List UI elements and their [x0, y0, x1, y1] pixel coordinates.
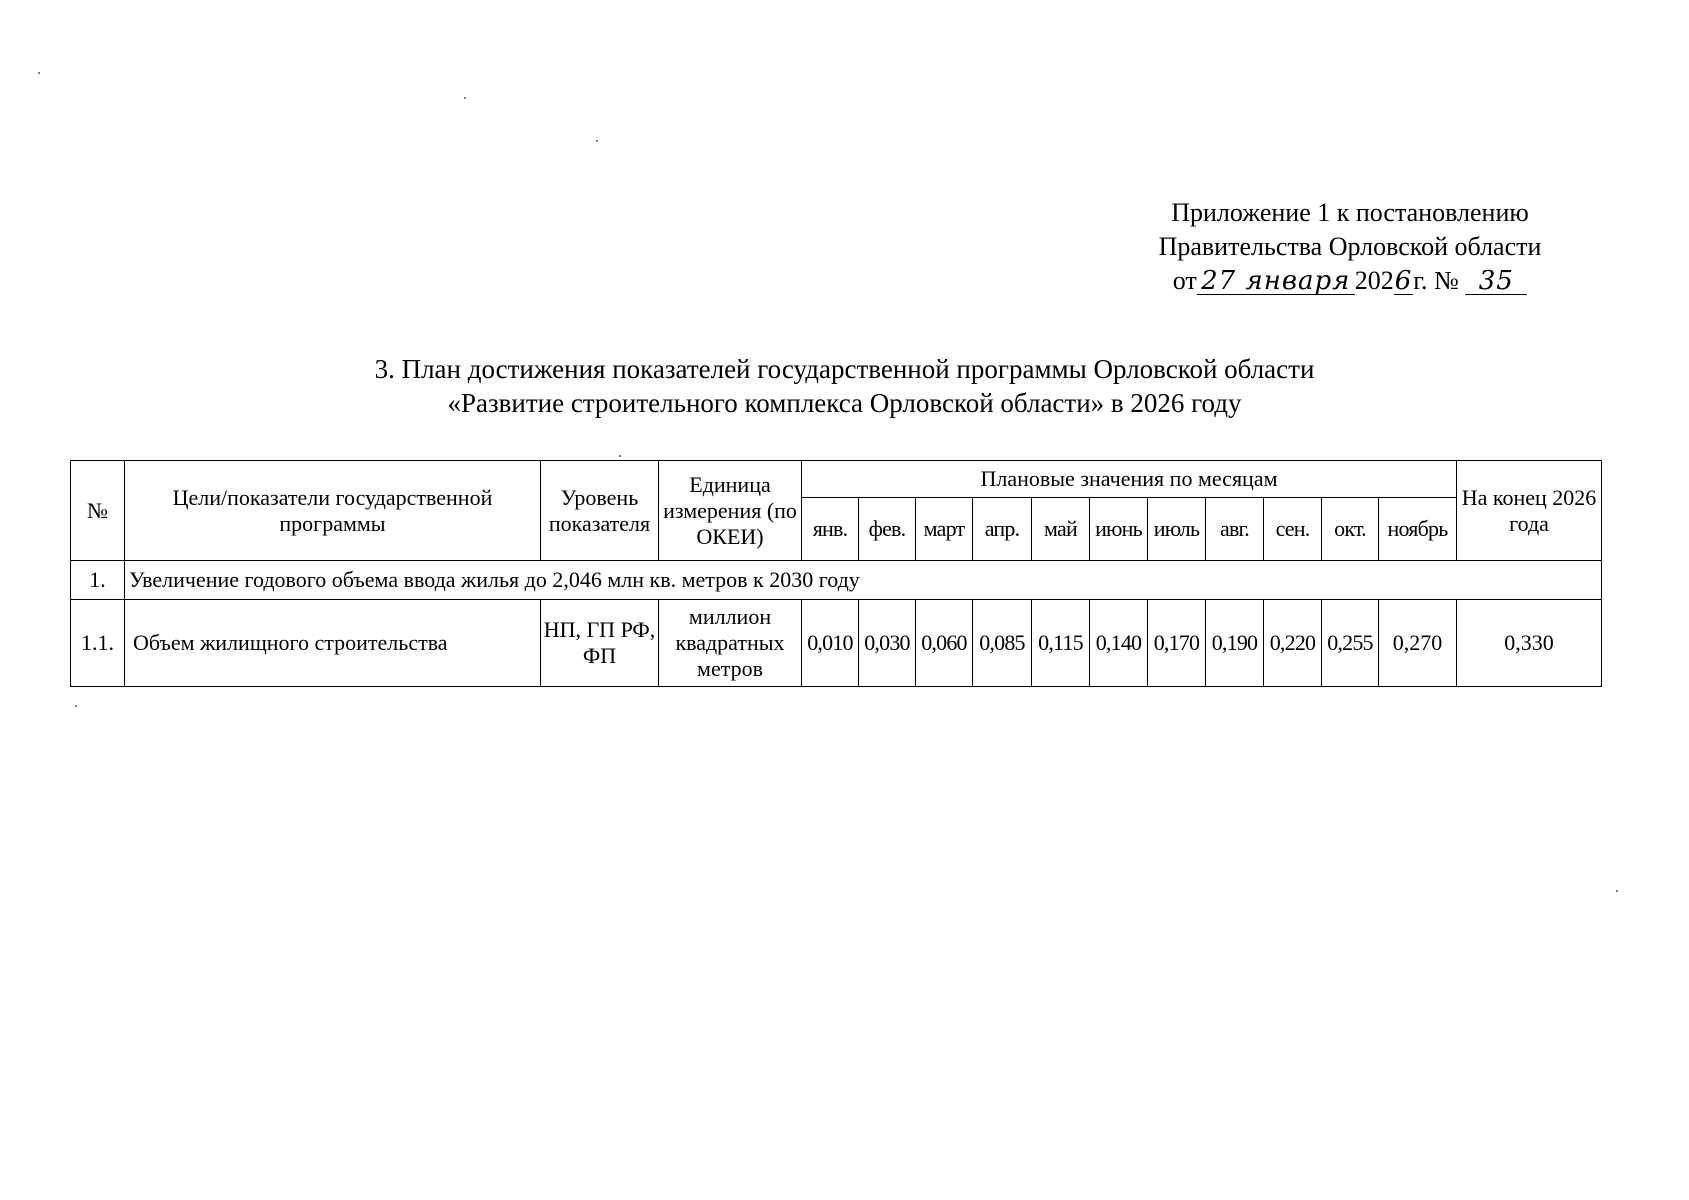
indicator-level: НП, ГП РФ, ФП — [541, 600, 659, 687]
scan-speck — [619, 455, 621, 457]
header-goals: Цели/показатели государственной программы — [125, 461, 541, 561]
table-row-goal — [71, 561, 1602, 600]
number-prefix: г. № — [1413, 266, 1459, 295]
value-jul: 0,170 — [1148, 600, 1206, 687]
document-title — [0, 352, 1689, 420]
header-level: Уровень показателя — [541, 461, 659, 561]
value-aug: 0,190 — [1206, 600, 1264, 687]
header-month-feb: фев. — [859, 498, 916, 561]
indicator-num: 1.1. — [71, 600, 125, 687]
header-month-jun: июнь — [1090, 498, 1148, 561]
value-oct: 0,255 — [1322, 600, 1379, 687]
goal-num: 1. — [71, 561, 125, 600]
indicator-name: Объем жилищного строительства — [125, 600, 541, 687]
header-month-oct: окт. — [1322, 498, 1379, 561]
indicator-unit: миллион квадратных метров — [659, 600, 802, 687]
scan-speck — [1616, 890, 1618, 892]
header-month-jul: июль — [1148, 498, 1206, 561]
header-month-apr: апр. — [973, 498, 1032, 561]
date-prefix: от — [1172, 266, 1197, 295]
scan-speck — [596, 140, 598, 142]
header-month-jan: янв. — [802, 498, 859, 561]
goal-text: Увеличение годового объема ввода жилья до 2,046 млн кв. метров к 2030 году — [125, 561, 1602, 600]
appendix-date-line — [1130, 264, 1570, 298]
header-num: № — [71, 461, 125, 561]
title-line-1: 3. План достижения показателей государственной программы Орловской области — [374, 354, 1315, 384]
value-jan: 0,010 — [802, 600, 859, 687]
value-feb: 0,030 — [859, 600, 916, 687]
appendix-block — [1130, 196, 1570, 298]
header-month-may: май — [1032, 498, 1090, 561]
scan-speck — [38, 72, 40, 74]
table-row-indicator — [71, 600, 1602, 687]
header-month-aug: авг. — [1206, 498, 1264, 561]
value-nov: 0,270 — [1379, 600, 1457, 687]
handwritten-date: 27 января — [1197, 268, 1355, 295]
header-month-nov: ноябрь — [1379, 498, 1457, 561]
plan-table — [70, 460, 1602, 687]
value-jun: 0,140 — [1090, 600, 1148, 687]
value-sep: 0,220 — [1264, 600, 1322, 687]
handwritten-number: 35 — [1465, 268, 1527, 295]
value-end-of-year: 0,330 — [1457, 600, 1602, 687]
header-end-of-year: На конец 2026 года — [1457, 461, 1602, 561]
appendix-line-1: Приложение 1 к постановлению — [1171, 198, 1529, 227]
title-line-2: «Развитие строительного комплекса Орловской области» в 2026 году — [447, 388, 1242, 418]
handwritten-year-digit: 6 — [1394, 266, 1413, 296]
scan-speck — [464, 97, 466, 99]
value-apr: 0,085 — [973, 600, 1032, 687]
appendix-line-2: Правительства Орловской области — [1158, 232, 1542, 261]
header-month-mar: март — [916, 498, 973, 561]
header-month-sep: сен. — [1264, 498, 1322, 561]
value-mar: 0,060 — [916, 600, 973, 687]
scan-speck — [75, 705, 77, 707]
year-printed: 202 — [1354, 266, 1394, 295]
value-may: 0,115 — [1032, 600, 1090, 687]
header-unit: Единица измерения (по ОКЕИ) — [659, 461, 802, 561]
header-planned-values: Плановые значения по месяцам — [802, 461, 1457, 498]
